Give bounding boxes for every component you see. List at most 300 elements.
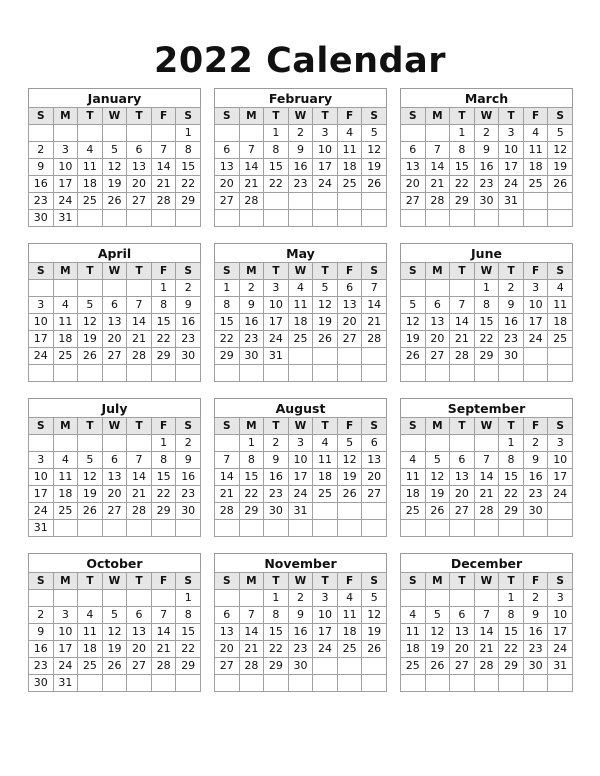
- week-row: [401, 210, 573, 227]
- day-cell: 23: [239, 331, 264, 348]
- week-row: [401, 142, 573, 159]
- week-row: [29, 193, 201, 210]
- day-cell: 20: [102, 331, 127, 348]
- day-cell: 6: [401, 142, 426, 159]
- day-cell: 27: [450, 503, 475, 520]
- day-cell: 25: [313, 486, 338, 503]
- day-cell: 4: [78, 607, 103, 624]
- empty-cell: [102, 590, 127, 607]
- empty-cell: [425, 520, 450, 537]
- empty-cell: [176, 365, 201, 382]
- day-cell: 20: [127, 176, 152, 193]
- day-cell: 16: [523, 469, 548, 486]
- day-cell: 28: [474, 658, 499, 675]
- day-cell: 16: [29, 176, 54, 193]
- empty-cell: [288, 520, 313, 537]
- day-cell: 25: [401, 658, 426, 675]
- day-cell: 30: [29, 675, 54, 692]
- day-cell: 2: [176, 435, 201, 452]
- day-cell: 26: [78, 348, 103, 365]
- month-july: [28, 398, 201, 537]
- day-cell: 13: [425, 314, 450, 331]
- day-cell: 3: [288, 435, 313, 452]
- day-cell: 15: [474, 314, 499, 331]
- day-cell: 22: [264, 176, 289, 193]
- weekday-header: [401, 418, 573, 435]
- day-cell: 17: [548, 624, 573, 641]
- day-cell: 10: [548, 452, 573, 469]
- day-cell: 25: [53, 503, 78, 520]
- day-cell: 26: [362, 176, 387, 193]
- day-cell: 9: [499, 297, 524, 314]
- day-cell: 3: [53, 607, 78, 624]
- empty-cell: [474, 590, 499, 607]
- empty-cell: [313, 503, 338, 520]
- day-cell: 19: [102, 176, 127, 193]
- day-cell: 8: [499, 607, 524, 624]
- empty-cell: [425, 280, 450, 297]
- day-cell: 7: [425, 142, 450, 159]
- day-cell: 30: [264, 503, 289, 520]
- day-cell: 18: [78, 176, 103, 193]
- day-cell: 12: [425, 469, 450, 486]
- day-cell: 11: [78, 624, 103, 641]
- day-cell: 13: [362, 452, 387, 469]
- weekday-label: W: [102, 108, 127, 125]
- empty-cell: [102, 280, 127, 297]
- weekday-header: [401, 573, 573, 590]
- empty-cell: [474, 365, 499, 382]
- day-cell: 1: [474, 280, 499, 297]
- weekday-label: T: [450, 573, 475, 590]
- empty-cell: [215, 520, 240, 537]
- empty-cell: [288, 348, 313, 365]
- weekday-label: T: [313, 418, 338, 435]
- month-table: [28, 262, 201, 382]
- day-cell: 17: [264, 314, 289, 331]
- month-january: [28, 88, 201, 227]
- day-cell: 30: [474, 193, 499, 210]
- day-cell: 29: [450, 193, 475, 210]
- weekday-label: S: [29, 263, 54, 280]
- day-cell: 31: [264, 348, 289, 365]
- empty-cell: [499, 365, 524, 382]
- week-row: [29, 469, 201, 486]
- weekday-label: T: [78, 418, 103, 435]
- day-cell: 20: [401, 176, 426, 193]
- day-cell: 6: [362, 435, 387, 452]
- day-cell: 26: [362, 641, 387, 658]
- day-cell: 21: [474, 641, 499, 658]
- day-cell: 6: [425, 297, 450, 314]
- day-cell: 7: [474, 452, 499, 469]
- day-cell: 29: [151, 503, 176, 520]
- empty-cell: [523, 210, 548, 227]
- week-row: [401, 452, 573, 469]
- weekday-header: [29, 263, 201, 280]
- day-cell: 21: [362, 314, 387, 331]
- day-cell: 8: [264, 607, 289, 624]
- month-april: [28, 243, 201, 382]
- day-cell: 18: [53, 331, 78, 348]
- day-cell: 14: [239, 624, 264, 641]
- day-cell: 26: [337, 486, 362, 503]
- day-cell: 12: [313, 297, 338, 314]
- empty-cell: [548, 520, 573, 537]
- empty-cell: [401, 210, 426, 227]
- day-cell: 8: [151, 452, 176, 469]
- day-cell: 15: [151, 314, 176, 331]
- empty-cell: [215, 365, 240, 382]
- empty-cell: [239, 210, 264, 227]
- day-cell: 22: [474, 331, 499, 348]
- week-row: [401, 435, 573, 452]
- day-cell: 28: [151, 193, 176, 210]
- day-cell: 10: [264, 297, 289, 314]
- empty-cell: [215, 590, 240, 607]
- week-row: [215, 641, 387, 658]
- weekday-label: T: [127, 263, 152, 280]
- week-row: [401, 590, 573, 607]
- day-cell: 27: [102, 503, 127, 520]
- empty-cell: [425, 435, 450, 452]
- day-cell: 8: [176, 142, 201, 159]
- day-cell: 15: [264, 159, 289, 176]
- empty-cell: [313, 520, 338, 537]
- month-name: March: [400, 88, 573, 107]
- month-may: [214, 243, 387, 382]
- day-cell: 9: [176, 452, 201, 469]
- empty-cell: [362, 675, 387, 692]
- day-cell: 5: [313, 280, 338, 297]
- day-cell: 27: [102, 348, 127, 365]
- day-cell: 27: [401, 193, 426, 210]
- empty-cell: [127, 435, 152, 452]
- day-cell: 19: [425, 486, 450, 503]
- month-table: [400, 417, 573, 537]
- week-row: [401, 520, 573, 537]
- day-cell: 18: [53, 486, 78, 503]
- day-cell: 11: [401, 469, 426, 486]
- month-august: [214, 398, 387, 537]
- day-cell: 26: [313, 331, 338, 348]
- day-cell: 28: [425, 193, 450, 210]
- empty-cell: [78, 675, 103, 692]
- empty-cell: [176, 520, 201, 537]
- weekday-label: S: [548, 263, 573, 280]
- week-row: [401, 159, 573, 176]
- empty-cell: [337, 210, 362, 227]
- day-cell: 22: [499, 641, 524, 658]
- day-cell: 8: [239, 452, 264, 469]
- day-cell: 23: [499, 331, 524, 348]
- day-cell: 23: [523, 641, 548, 658]
- day-cell: 23: [474, 176, 499, 193]
- empty-cell: [337, 675, 362, 692]
- day-cell: 8: [450, 142, 475, 159]
- day-cell: 15: [215, 314, 240, 331]
- week-row: [401, 675, 573, 692]
- day-cell: 9: [288, 607, 313, 624]
- day-cell: 3: [264, 280, 289, 297]
- day-cell: 17: [29, 331, 54, 348]
- weekday-label: M: [239, 108, 264, 125]
- empty-cell: [474, 520, 499, 537]
- day-cell: 24: [313, 176, 338, 193]
- week-row: [215, 624, 387, 641]
- weekday-label: S: [29, 108, 54, 125]
- weekday-label: W: [288, 108, 313, 125]
- day-cell: 16: [523, 624, 548, 641]
- day-cell: 23: [288, 176, 313, 193]
- day-cell: 24: [499, 176, 524, 193]
- month-table: [400, 107, 573, 227]
- day-cell: 5: [362, 590, 387, 607]
- day-cell: 28: [239, 658, 264, 675]
- day-cell: 19: [313, 314, 338, 331]
- day-cell: 7: [127, 297, 152, 314]
- empty-cell: [215, 435, 240, 452]
- day-cell: 7: [239, 142, 264, 159]
- day-cell: 12: [425, 624, 450, 641]
- weekday-label: F: [337, 263, 362, 280]
- month-december: [400, 553, 573, 692]
- day-cell: 11: [523, 142, 548, 159]
- month-table: [214, 107, 387, 227]
- empty-cell: [127, 210, 152, 227]
- empty-cell: [401, 590, 426, 607]
- week-row: [401, 314, 573, 331]
- day-cell: 9: [239, 297, 264, 314]
- empty-cell: [401, 435, 426, 452]
- empty-cell: [127, 675, 152, 692]
- empty-cell: [78, 435, 103, 452]
- week-row: [215, 503, 387, 520]
- day-cell: 12: [78, 469, 103, 486]
- day-cell: 5: [78, 452, 103, 469]
- day-cell: 27: [337, 331, 362, 348]
- day-cell: 31: [53, 675, 78, 692]
- day-cell: 18: [401, 486, 426, 503]
- day-cell: 13: [401, 159, 426, 176]
- day-cell: 4: [313, 435, 338, 452]
- weekday-label: T: [499, 108, 524, 125]
- day-cell: 4: [401, 452, 426, 469]
- day-cell: 8: [264, 142, 289, 159]
- day-cell: 15: [176, 624, 201, 641]
- month-name: January: [28, 88, 201, 107]
- day-cell: 19: [548, 159, 573, 176]
- day-cell: 7: [239, 607, 264, 624]
- empty-cell: [362, 193, 387, 210]
- day-cell: 1: [264, 590, 289, 607]
- empty-cell: [523, 675, 548, 692]
- day-cell: 17: [288, 469, 313, 486]
- weekday-label: T: [78, 573, 103, 590]
- day-cell: 26: [425, 503, 450, 520]
- empty-cell: [29, 590, 54, 607]
- day-cell: 11: [78, 159, 103, 176]
- day-cell: 14: [474, 624, 499, 641]
- empty-cell: [313, 193, 338, 210]
- week-row: [401, 348, 573, 365]
- day-cell: 26: [102, 193, 127, 210]
- empty-cell: [29, 280, 54, 297]
- day-cell: 30: [29, 210, 54, 227]
- weekday-label: T: [264, 418, 289, 435]
- day-cell: 4: [337, 125, 362, 142]
- empty-cell: [362, 210, 387, 227]
- weekday-label: F: [151, 263, 176, 280]
- day-cell: 22: [264, 641, 289, 658]
- week-row: [215, 452, 387, 469]
- empty-cell: [401, 365, 426, 382]
- day-cell: 23: [176, 486, 201, 503]
- day-cell: 19: [362, 624, 387, 641]
- weekday-label: S: [176, 263, 201, 280]
- day-cell: 29: [176, 658, 201, 675]
- weekday-label: F: [523, 418, 548, 435]
- day-cell: 30: [499, 348, 524, 365]
- day-cell: 1: [499, 590, 524, 607]
- empty-cell: [499, 520, 524, 537]
- day-cell: 15: [151, 469, 176, 486]
- day-cell: 11: [53, 314, 78, 331]
- empty-cell: [523, 520, 548, 537]
- empty-cell: [53, 590, 78, 607]
- week-row: [29, 365, 201, 382]
- week-row: [29, 641, 201, 658]
- day-cell: 1: [151, 280, 176, 297]
- empty-cell: [239, 365, 264, 382]
- day-cell: 30: [176, 348, 201, 365]
- week-row: [29, 435, 201, 452]
- day-cell: 24: [264, 331, 289, 348]
- day-cell: 3: [499, 125, 524, 142]
- day-cell: 22: [176, 641, 201, 658]
- day-cell: 4: [53, 297, 78, 314]
- empty-cell: [337, 348, 362, 365]
- week-row: [29, 658, 201, 675]
- day-cell: 29: [264, 658, 289, 675]
- week-row: [29, 210, 201, 227]
- week-row: [215, 125, 387, 142]
- empty-cell: [53, 520, 78, 537]
- empty-cell: [450, 435, 475, 452]
- empty-cell: [450, 675, 475, 692]
- weekday-label: F: [523, 263, 548, 280]
- weekday-label: W: [474, 573, 499, 590]
- empty-cell: [78, 365, 103, 382]
- day-cell: 28: [450, 348, 475, 365]
- day-cell: 11: [313, 452, 338, 469]
- week-row: [401, 280, 573, 297]
- day-cell: 12: [362, 607, 387, 624]
- day-cell: 1: [176, 590, 201, 607]
- weekday-header: [29, 573, 201, 590]
- day-cell: 10: [523, 297, 548, 314]
- weekday-label: F: [151, 573, 176, 590]
- day-cell: 2: [239, 280, 264, 297]
- day-cell: 21: [239, 641, 264, 658]
- day-cell: 5: [102, 607, 127, 624]
- day-cell: 1: [239, 435, 264, 452]
- day-cell: 19: [78, 486, 103, 503]
- day-cell: 16: [288, 624, 313, 641]
- day-cell: 6: [215, 142, 240, 159]
- day-cell: 4: [548, 280, 573, 297]
- weekday-label: M: [239, 263, 264, 280]
- day-cell: 6: [127, 142, 152, 159]
- empty-cell: [215, 125, 240, 142]
- day-cell: 20: [215, 176, 240, 193]
- day-cell: 24: [29, 348, 54, 365]
- week-row: [401, 125, 573, 142]
- month-name: February: [214, 88, 387, 107]
- empty-cell: [264, 210, 289, 227]
- month-name: October: [28, 553, 201, 572]
- empty-cell: [450, 210, 475, 227]
- empty-cell: [523, 348, 548, 365]
- weekday-label: M: [53, 263, 78, 280]
- day-cell: 9: [264, 452, 289, 469]
- month-table: [214, 417, 387, 537]
- weekday-header: [215, 418, 387, 435]
- day-cell: 26: [548, 176, 573, 193]
- day-cell: 20: [102, 486, 127, 503]
- empty-cell: [450, 280, 475, 297]
- empty-cell: [151, 520, 176, 537]
- day-cell: 23: [523, 486, 548, 503]
- weekday-label: M: [239, 573, 264, 590]
- weekday-label: F: [337, 418, 362, 435]
- day-cell: 11: [53, 469, 78, 486]
- week-row: [215, 486, 387, 503]
- day-cell: 14: [474, 469, 499, 486]
- month-november: [214, 553, 387, 692]
- day-cell: 19: [362, 159, 387, 176]
- day-cell: 17: [313, 624, 338, 641]
- empty-cell: [362, 365, 387, 382]
- day-cell: 3: [548, 435, 573, 452]
- weekday-label: S: [215, 263, 240, 280]
- day-cell: 15: [264, 624, 289, 641]
- day-cell: 20: [450, 486, 475, 503]
- day-cell: 29: [499, 503, 524, 520]
- week-row: [401, 641, 573, 658]
- day-cell: 25: [523, 176, 548, 193]
- day-cell: 29: [151, 348, 176, 365]
- day-cell: 16: [499, 314, 524, 331]
- week-row: [29, 176, 201, 193]
- empty-cell: [474, 675, 499, 692]
- day-cell: 28: [239, 193, 264, 210]
- empty-cell: [151, 675, 176, 692]
- day-cell: 25: [53, 348, 78, 365]
- day-cell: 7: [474, 607, 499, 624]
- day-cell: 20: [425, 331, 450, 348]
- weekday-label: S: [548, 573, 573, 590]
- day-cell: 22: [176, 176, 201, 193]
- empty-cell: [401, 125, 426, 142]
- weekday-header: [29, 418, 201, 435]
- week-row: [401, 193, 573, 210]
- day-cell: 3: [29, 297, 54, 314]
- day-cell: 24: [548, 641, 573, 658]
- day-cell: 14: [425, 159, 450, 176]
- empty-cell: [127, 590, 152, 607]
- day-cell: 17: [313, 159, 338, 176]
